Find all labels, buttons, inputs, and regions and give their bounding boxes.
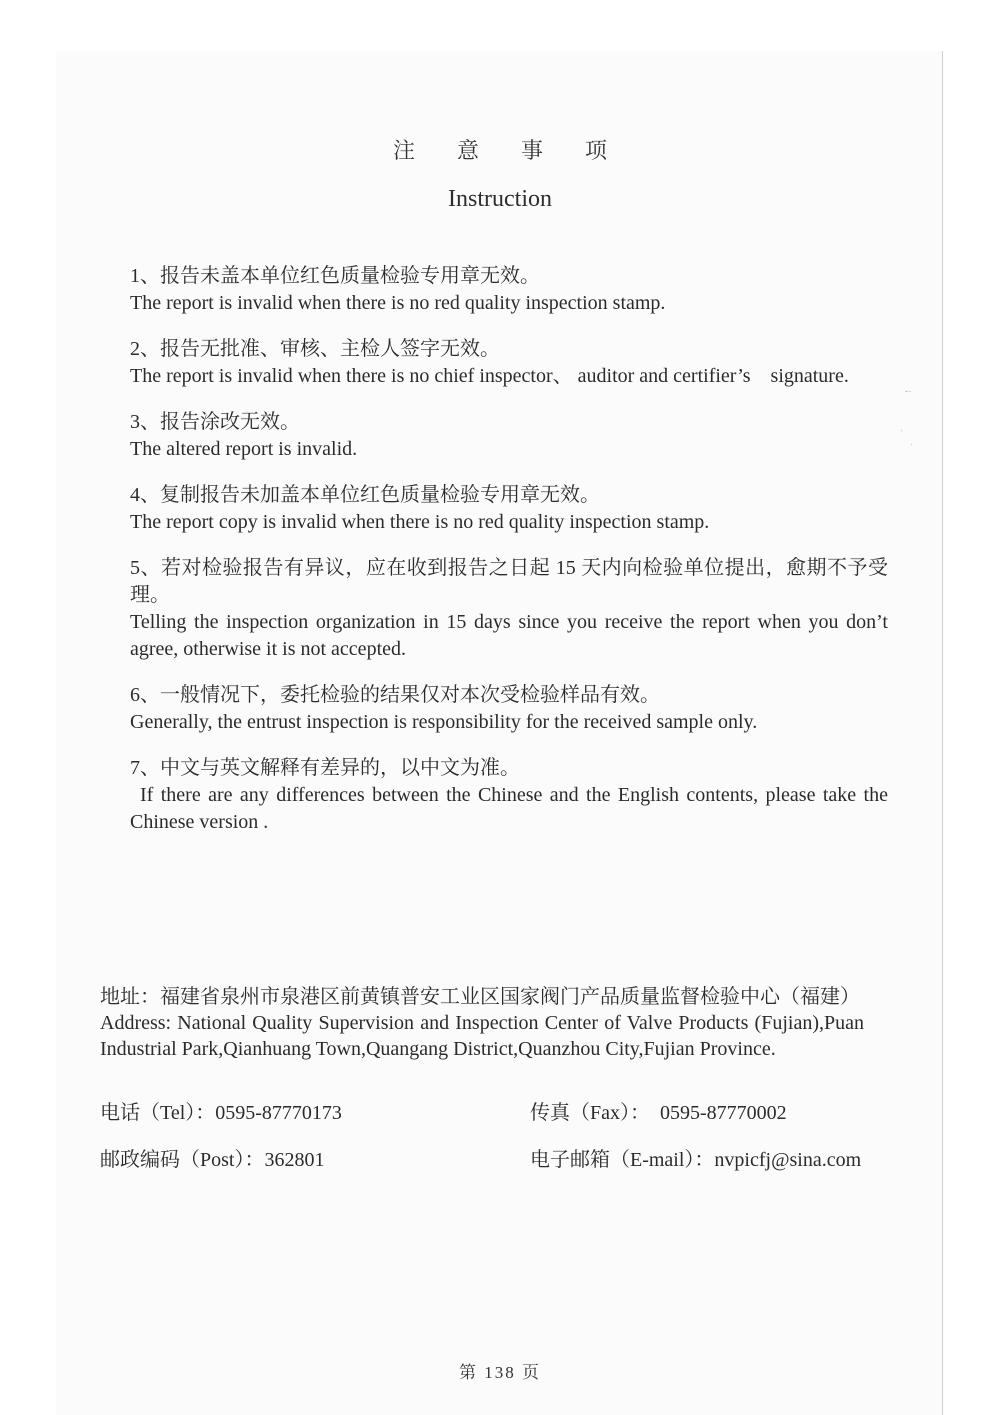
instruction-item-5-chinese: 5、若对检验报告有异议，应在收到报告之日起 15 天内向检验单位提出，愈期不予受理。 xyxy=(130,557,888,606)
fax-line: 传真（Fax）： 0595-87770002 xyxy=(530,1102,787,1124)
scan-artifact: ˒ xyxy=(900,424,904,435)
instruction-item-3-chinese: 3、报告涂改无效。 xyxy=(130,411,300,433)
address-block xyxy=(100,984,864,1062)
page-title-chinese: 注意事项 xyxy=(392,138,649,163)
instruction-item-7 xyxy=(130,755,888,836)
instruction-item-2-chinese: 2、报告无批准、审核、主检人签字无效。 xyxy=(130,338,500,360)
instruction-item-6-chinese: 6、一般情况下，委托检验的结果仅对本次受检验样品有效。 xyxy=(130,684,660,706)
instruction-item-1-english: The report is invalid when there is no red quality inspection stamp. xyxy=(130,292,666,314)
instruction-item-7-english: If there are any differences between the Chinese and the English contents, please take the Chinese version . xyxy=(130,784,888,833)
instruction-item-5 xyxy=(130,555,888,663)
scan-artifact: ˓ xyxy=(910,438,914,449)
email-line: 电子邮箱（E-mail）：nvpicfj@sina.com xyxy=(530,1149,862,1171)
contact-block xyxy=(100,1100,900,1194)
address-english: Address: National Quality Supervision and Inspection Center of Valve Products (Fujian),Puan Industrial Park,Qianhuang Town,Quangang District,Quanzhou City,Fujian Province. xyxy=(100,1012,864,1060)
telephone-line: 电话（Tel）：0595-87770173 xyxy=(100,1102,342,1124)
instruction-item-4-chinese: 4、复制报告未加盖本单位红色质量检验专用章无效。 xyxy=(130,484,600,506)
instruction-item-4-english: The report copy is invalid when there is no red quality inspection stamp. xyxy=(130,511,710,533)
instruction-item-1 xyxy=(130,263,888,317)
instruction-item-6 xyxy=(130,682,888,736)
instruction-item-3 xyxy=(130,409,888,463)
page-title-english: Instruction xyxy=(448,186,552,212)
instruction-item-6-english: Generally, the entrust inspection is responsibility for the received sample only. xyxy=(130,711,758,733)
page-number: 第 138 页 xyxy=(459,1363,541,1382)
instruction-item-2 xyxy=(130,336,888,390)
postal-code-line: 邮政编码（Post）：362801 xyxy=(100,1149,325,1171)
contact-row-1 xyxy=(100,1100,900,1126)
instruction-item-3-english: The altered report is invalid. xyxy=(130,438,358,460)
instruction-item-2-english: The report is invalid when there is no chief inspector、 auditor and certifier’s signature. xyxy=(130,365,849,387)
instruction-item-7-chinese: 7、中文与英文解释有差异的，以中文为准。 xyxy=(130,757,520,779)
instruction-list xyxy=(130,263,888,855)
scan-artifact: ˘˙ xyxy=(905,390,912,401)
address-chinese: 地址：福建省泉州市泉港区前黄镇普安工业区国家阀门产品质量监督检验中心（福建） xyxy=(100,986,860,1008)
contact-row-2 xyxy=(100,1147,900,1173)
instruction-item-5-english: Telling the inspection organization in 15 days since you receive the report when you don’t agree, otherwise it is not accepted. xyxy=(130,611,888,660)
instruction-item-4 xyxy=(130,482,888,536)
instruction-item-1-chinese: 1、报告未盖本单位红色质量检验专用章无效。 xyxy=(130,265,540,287)
